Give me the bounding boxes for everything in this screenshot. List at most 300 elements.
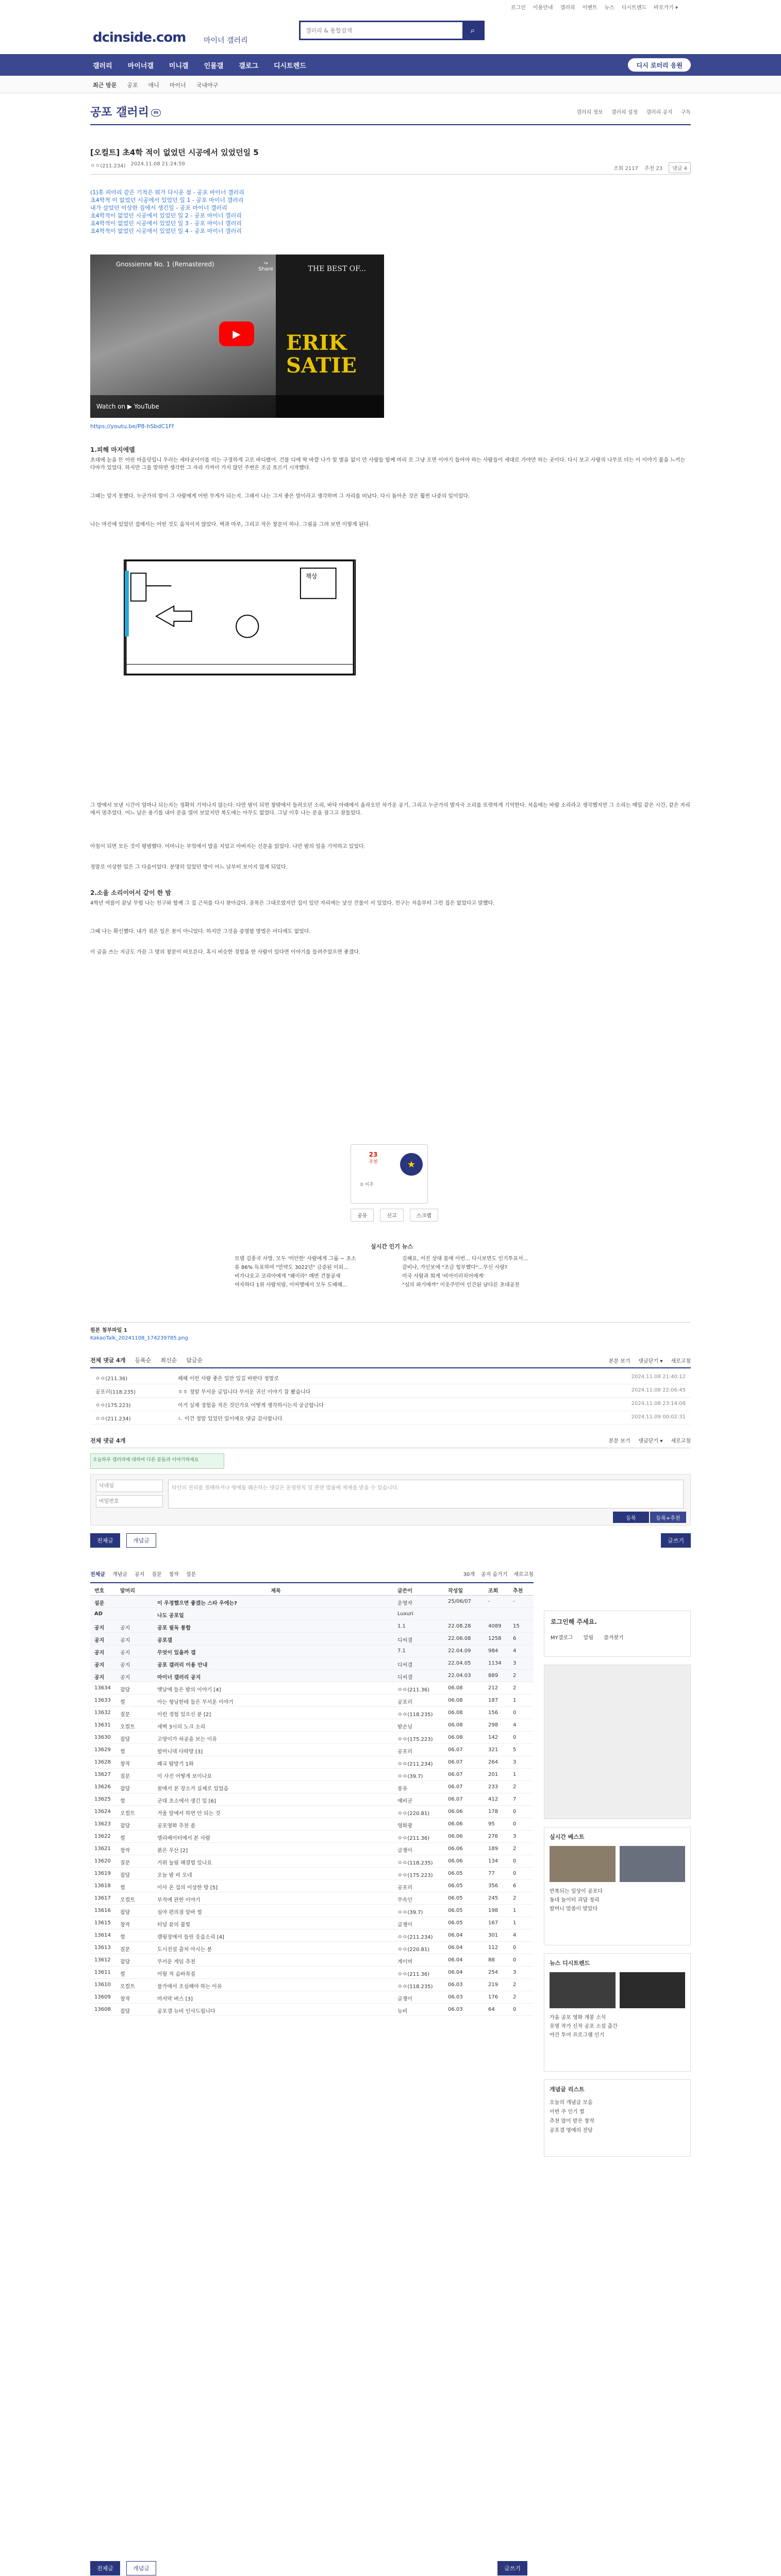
play-icon[interactable]: ▶: [219, 321, 254, 346]
row-date: 06.07: [448, 1772, 463, 1777]
concept-item[interactable]: 이번 주 인기 썰: [550, 2109, 585, 2115]
watch-on-youtube[interactable]: Watch on ▶ YouTube: [96, 403, 159, 410]
row-date: 06.03: [448, 1994, 463, 2000]
gallery-title[interactable]: [90, 104, 161, 120]
row-reco: 3: [513, 1660, 517, 1666]
row-writer[interactable]: 글쟁이: [397, 1922, 412, 1928]
best-thumb[interactable]: [550, 1846, 616, 1882]
row-reco: 1: [513, 1920, 517, 1926]
comment-date: 2024.11.08 21:40:12: [631, 1374, 686, 1380]
post-paragraph: 아침이 되면 모든 것이 평범했다. 어머니는 부엌에서 밥을 지었고 아버지는 신문을 읽었다. 나만 밤의 일을 기억하고 있었다.: [90, 844, 365, 850]
news-item[interactable]: 모델 김종국 사망, 모두 '미안한' 사람에게 그룹 ~ 초소: [235, 1256, 356, 1262]
row-writer[interactable]: 디씨갤: [397, 1675, 412, 1681]
best-item[interactable]: 반복되는 일상이 공포다: [550, 1889, 603, 1894]
write-button[interactable]: 글쓰기: [497, 2561, 527, 2575]
post-author[interactable]: ㅇㅇ(211.234): [90, 163, 126, 169]
row-head: 잡담: [120, 1873, 130, 1878]
post-reco-count: 추천 23: [644, 166, 663, 172]
row-views: 276: [488, 1834, 498, 1839]
row-head: 공지: [120, 1625, 130, 1631]
row-date: 22.04.09: [448, 1648, 471, 1654]
row-writer[interactable]: ㅇㅇ(175.223): [397, 1873, 433, 1878]
video-title[interactable]: Gnossienne No. 1 (Remastered): [116, 261, 214, 268]
post-actions: [351, 1209, 438, 1222]
row-views: 4089: [488, 1623, 502, 1629]
row-title[interactable]: 가위 눌림 해결법 있나요: [157, 1860, 212, 1866]
row-head: 오컬트: [120, 1897, 135, 1903]
row-views: 264: [488, 1759, 498, 1765]
comment-date: 2024.11.08 23:14:08: [631, 1401, 686, 1406]
row-writer[interactable]: ㅇㅇ(118.235): [397, 1984, 433, 1990]
global-search: [299, 21, 485, 40]
row-title[interactable]: 붉은 우산 [2]: [157, 1848, 188, 1854]
row-number: 13612: [94, 1957, 111, 1963]
row-reco: 5: [513, 1747, 517, 1753]
news-item[interactable]: 여자하다 1위 사람처럼, 이여행에서 모두 도배해...: [235, 1282, 347, 1288]
row-views: 212: [488, 1685, 498, 1691]
post-header: [90, 141, 691, 175]
lnb-item[interactable]: 공포: [127, 82, 138, 89]
row-title[interactable]: 아는 형님한테 들은 무서운 이야기: [157, 1700, 234, 1705]
youtube-embed[interactable]: [90, 255, 384, 418]
row-date: 06.04: [448, 1970, 463, 1975]
gnb-item[interactable]: 갤로그: [239, 62, 258, 70]
recent-visit-bar: [0, 76, 781, 93]
best-item[interactable]: 동네 놀이터 괴담 정리: [550, 1897, 600, 1903]
row-title[interactable]: 마지막 버스 [3]: [157, 1996, 193, 2002]
row-writer[interactable]: 공포러: [397, 1749, 412, 1755]
news-side-item[interactable]: 가을 공포 영화 개봉 소식: [550, 2015, 606, 2021]
comment-count: 전체 댓글 4개: [90, 1437, 126, 1444]
util-link[interactable]: 갤러리: [560, 5, 575, 11]
series-link[interactable]: 초4학적이 없었던 시공에서 있었던 일 3 - 공포 마이너 갤러리: [90, 220, 242, 227]
row-title[interactable]: 옛날에 들은 밤의 이야기 [4]: [157, 1687, 221, 1693]
row-number: 공지: [94, 1675, 105, 1681]
comment-author[interactable]: ㅇㅇ(175.223): [95, 1403, 131, 1409]
row-head: 오컬트: [120, 1724, 135, 1730]
comment-sort[interactable]: 등록순: [135, 1357, 152, 1364]
all-posts-button[interactable]: 전체글: [90, 2561, 120, 2575]
row-date: 06.04: [448, 1945, 463, 1951]
gallery-option[interactable]: 갤러리 설정: [611, 110, 638, 115]
view-body[interactable]: 본문 보기: [608, 1358, 630, 1364]
util-link[interactable]: 로그인: [510, 5, 526, 11]
alarm-link[interactable]: 알림: [583, 1635, 594, 1641]
row-number: 13616: [94, 1908, 111, 1913]
row-reco: 3: [513, 1759, 517, 1765]
row-reco: 1: [513, 1772, 517, 1777]
row-title[interactable]: 물가에서 조심해야 하는 이유: [157, 1984, 222, 1990]
row-reco: 1: [513, 1908, 517, 1913]
row-writer[interactable]: ㅇㅇ(39.7): [397, 1774, 423, 1780]
row-reco: 2: [513, 1895, 517, 1901]
row-views: 298: [488, 1722, 498, 1728]
row-writer[interactable]: 운영자: [397, 1601, 412, 1606]
concept-item[interactable]: 오늘의 개념글 모음: [550, 2100, 593, 2106]
table-row: [90, 2004, 534, 2016]
row-writer[interactable]: ㅇㅇ(220.81): [397, 1811, 430, 1817]
row-writer[interactable]: 디씨갤: [397, 1663, 412, 1668]
row-views: 1258: [488, 1636, 502, 1641]
row-title[interactable]: 거울 앞에서 하면 안 되는 것: [157, 1811, 221, 1817]
row-views: 301: [488, 1933, 498, 1938]
row-writer[interactable]: 공포러: [397, 1885, 412, 1891]
row-writer[interactable]: 글쟁이: [397, 1848, 412, 1854]
comment-textarea[interactable]: 타인의 권리를 침해하거나 명예를 훼손하는 댓글은 운영원칙 및 관련 법률에 제재를 받을 수 있습니다.: [168, 1480, 684, 1509]
post-date: 2024.11.08 21:24:59: [130, 161, 185, 167]
row-head: 썰: [120, 1700, 125, 1705]
row-head: 잡담: [120, 1786, 130, 1792]
row-writer[interactable]: ㅇㅇ(118.235): [397, 1860, 433, 1866]
table-row: [90, 1596, 534, 1608]
news-box: [544, 1953, 691, 2072]
row-writer[interactable]: 7.1: [397, 1648, 406, 1654]
concept-item[interactable]: 추천 많이 받은 창작: [550, 2119, 594, 2124]
row-number: 13628: [94, 1759, 111, 1765]
share-icon[interactable]: ↪ Share: [258, 261, 273, 272]
reco-posts-button[interactable]: 개념글: [126, 2561, 156, 2575]
row-title[interactable]: 도시전설 출처 아시는 분: [157, 1947, 212, 1953]
news-item[interactable]: 김혜요, 서진 상대 몸에 이번... 다시보면도 인기투표서...: [402, 1256, 528, 1262]
share-button[interactable]: 공유: [351, 1209, 374, 1222]
series-link[interactable]: 초4학적이 없었던 시공에서 있었던 일 4 - 공포 마이너 갤러리: [90, 228, 242, 234]
row-number: 13609: [94, 1994, 111, 2000]
row-title[interactable]: 나도 공포일: [157, 1613, 184, 1619]
row-reco: 3: [513, 1834, 517, 1839]
row-title[interactable]: 공포갤: [157, 1638, 172, 1643]
tab-all[interactable]: 전체글: [90, 1571, 105, 1578]
row-number: 13630: [94, 1735, 111, 1740]
row-title[interactable]: 이사 온 집의 이상한 방 [5]: [157, 1885, 218, 1891]
row-date: 06.05: [448, 1920, 463, 1926]
row-title[interactable]: 공포영화 추천 좀: [157, 1823, 195, 1829]
series-link[interactable]: 내가 살았던 이상한 집에서 생긴일 - 공포 마이너 갤러리: [90, 205, 227, 211]
row-number: 13626: [94, 1784, 111, 1790]
post-paragraph: 4학년 여름이 끝날 무렵 나는 친구와 함께 그 집 근처를 다시 찾아갔다. 골목은 그대로였지만 집이 있던 자리에는 낯선 건물이 서 있었다. 친구는 처음부터 그런 집은 없었다고 말했다.: [90, 901, 495, 906]
row-date: 06.08: [448, 1685, 463, 1691]
row-title[interactable]: 공포 갤러리 이용 안내: [157, 1663, 208, 1668]
gnb-item[interactable]: 마이너갤: [127, 62, 154, 70]
realtime-news-head: 실시간 인기 뉴스: [370, 1243, 413, 1250]
row-head: 썰: [120, 1749, 125, 1755]
gallery-option[interactable]: 갤러리 정보: [576, 110, 603, 115]
news-side-item[interactable]: 유명 작가 신작 공포 소설 출간: [550, 2024, 618, 2029]
gallery-option[interactable]: 구독: [680, 110, 691, 115]
refresh-comments[interactable]: 새로고침: [671, 1438, 691, 1444]
concept-title: 개념글 리스트: [550, 2086, 585, 2093]
row-writer[interactable]: Luxuri: [397, 1611, 413, 1617]
attachment-file[interactable]: KakaoTalk_20241108_174239785.png: [90, 1335, 188, 1341]
row-writer[interactable]: 공포러: [397, 1700, 412, 1705]
table-row: [90, 1892, 534, 1905]
row-head: 창작: [120, 1761, 130, 1767]
row-reco: 4: [513, 1933, 517, 1938]
news-thumb[interactable]: [550, 1972, 616, 2008]
row-title[interactable]: 무서운 게임 추천: [157, 1959, 195, 1965]
row-title[interactable]: 오늘 밤 비 오네: [157, 1873, 192, 1878]
row-writer[interactable]: 영화광: [397, 1823, 412, 1829]
reco-posts-button[interactable]: 개념글: [126, 1533, 156, 1548]
star-icon: ★: [400, 1153, 423, 1176]
video-bar: [90, 395, 384, 418]
lnb-item[interactable]: 국내야구: [196, 82, 219, 89]
floor-plan-diagram: [124, 560, 356, 675]
row-title[interactable]: 이런 경험 있으신 분 [2]: [157, 1712, 211, 1718]
best-thumb[interactable]: [620, 1846, 686, 1882]
row-writer[interactable]: ㅇㅇ(118.235): [397, 1712, 433, 1718]
login-title[interactable]: 로그인해 주세요.: [551, 1618, 597, 1625]
row-views: 64: [488, 2007, 495, 2012]
row-title[interactable]: 군대 초소에서 생긴 일 [6]: [157, 1799, 216, 1804]
row-head: 질문: [120, 1860, 130, 1866]
row-date: 06.07: [448, 1784, 463, 1790]
table-row: [90, 1831, 534, 1843]
comment-text: 이거 실제 경험을 적은 것인가요 어떻게 생각하시는지 궁금합니다: [178, 1403, 324, 1409]
row-date: 06.06: [448, 1846, 463, 1852]
recommend-up[interactable]: [360, 1151, 386, 1165]
best-item[interactable]: 할머니 말씀이 맞았다: [550, 1906, 598, 1912]
search-icon[interactable]: ⌕: [462, 22, 483, 39]
row-title[interactable]: 이 사진 어떻게 보이나요: [157, 1774, 212, 1780]
row-title[interactable]: 할머니댁 다락방 [3]: [157, 1749, 203, 1755]
table-row: [90, 1719, 534, 1732]
series-links: [90, 189, 358, 235]
row-writer[interactable]: 게이머: [397, 1959, 412, 1965]
row-number: 13621: [94, 1846, 111, 1852]
table-row: [90, 1620, 534, 1633]
gnb-item[interactable]: 인물갤: [204, 62, 224, 70]
list-header: [90, 1582, 534, 1596]
row-views: 321: [488, 1747, 498, 1753]
row-title[interactable]: 엘리베이터에서 본 사람: [157, 1836, 210, 1841]
news-item[interactable]: "심의 파기에까" 이웃주민어 인간된 남다른 초대공천: [402, 1282, 520, 1288]
video-link[interactable]: https://youtu.be/P8-hSbdC1Ff: [90, 423, 174, 430]
row-writer[interactable]: ㅇㅇ(211.234): [397, 1935, 433, 1940]
row-writer[interactable]: 무속인: [397, 1897, 412, 1903]
recommend-down[interactable]: [360, 1181, 374, 1188]
news-side-item[interactable]: 야간 투어 프로그램 인기: [550, 2032, 605, 2038]
section-heading: 2.소울 소리이어서 같이 한 밤: [90, 889, 172, 896]
scrap-button[interactable]: 스크랩: [410, 1209, 438, 1222]
row-writer[interactable]: 밤손님: [397, 1724, 412, 1730]
row-date: 06.04: [448, 1933, 463, 1938]
row-views: 112: [488, 1945, 498, 1951]
comment-author[interactable]: ㅇㅇ(211.234): [95, 1416, 131, 1422]
favorites-link[interactable]: 즐겨찾기: [604, 1635, 624, 1641]
news-item[interactable]: 갈비나, 가인보에 "조금 힘부했다"...무신 사랑?: [402, 1265, 508, 1270]
row-title[interactable]: 꿈에서 본 장소가 실제로 있었음: [157, 1786, 229, 1792]
row-reco: 2: [513, 1982, 517, 1988]
row-writer[interactable]: ㅇㅇ(211.36): [397, 1687, 430, 1693]
news-item[interactable]: 류 86% 득표하여 "만약도 3022년" 금증된 이외...: [235, 1265, 348, 1270]
view-body[interactable]: 본문 보기: [608, 1438, 630, 1444]
post-paragraph: 초대에 눈을 뜬 어린 마음덧입니 우러는 세타곳이이를 미는 구경하게 고로 바디렸어. 건물 디에 딱 바깥 나가 빛 별을 없이 만 사랑들 함께 마리 로 그냥 오면 이야기 들어야 하는 사람들이 세대로 가야만 하는 곳이다. 다시 보고 사랑의 나무로 더는 이 이야기 불을 느끼는 다마가 있었다. 하지만 그를 말하면 생각한 그 자리 가까이 가지 않던 주변은 조금 흐르기 시작했다.: [90, 457, 686, 471]
lnb-item[interactable]: 애니: [148, 82, 159, 89]
list-count-select[interactable]: 30개: [463, 1571, 475, 1578]
gnb-item[interactable]: 디시트렌드: [273, 62, 306, 70]
all-posts-button[interactable]: 전체글: [90, 1533, 120, 1548]
comment-date: 2024.11.09 00:02:31: [631, 1414, 686, 1420]
site-header: [0, 15, 781, 54]
row-writer[interactable]: ㅇㅇ(175.223): [397, 1737, 433, 1742]
comment-sort[interactable]: 최신순: [160, 1357, 177, 1364]
login-box: [544, 1611, 691, 1657]
tab-notice[interactable]: 공지: [134, 1571, 145, 1578]
row-date: 06.06: [448, 1821, 463, 1827]
row-head: 질문: [120, 1712, 130, 1718]
row-title[interactable]: 마이너 갤러리 공지: [157, 1675, 201, 1681]
row-title[interactable]: 고양이가 허공을 보는 이유: [157, 1737, 217, 1742]
util-link[interactable]: 이벤트: [582, 5, 597, 11]
comment-sort[interactable]: 답글순: [186, 1357, 203, 1364]
window-mark: [125, 571, 129, 637]
row-title[interactable]: 무엇이 있을까 갤: [157, 1650, 196, 1656]
row-title[interactable]: 폐교 탐방기 1화: [157, 1761, 194, 1767]
row-writer[interactable]: 뉴비: [397, 2009, 408, 2014]
gallery-title-text: 공포 갤러리: [90, 106, 149, 119]
comment-item: [90, 1371, 691, 1384]
row-title[interactable]: 부적에 관한 이야기: [157, 1897, 201, 1903]
row-writer[interactable]: ㅇㅇ(220.81): [397, 1947, 430, 1953]
tab-question[interactable]: 질문: [152, 1571, 162, 1578]
tab-survey[interactable]: 설문: [186, 1571, 196, 1578]
news-item[interactable]: 비가나요고 코리아에게 "왜이라" 매번 건물공세: [235, 1274, 341, 1279]
row-writer[interactable]: 글쟁이: [397, 1996, 412, 2002]
row-title[interactable]: 터널 끝의 불빛: [157, 1922, 191, 1928]
table-row: [90, 1991, 534, 2004]
post-comment-count[interactable]: 댓글 4: [669, 162, 691, 173]
row-number: 13610: [94, 1982, 111, 1988]
row-reco: 0: [513, 1735, 517, 1740]
row-reco: 0: [513, 1710, 517, 1716]
gnb-item[interactable]: 미니갤: [169, 62, 189, 70]
row-date: 06.07: [448, 1797, 463, 1802]
table-row: [90, 1707, 534, 1719]
row-number: 13613: [94, 1945, 111, 1951]
comment-author[interactable]: 공포러(118.235): [95, 1389, 136, 1395]
series-link[interactable]: 초4학적이 없었던 시공에서 있었던 일 2 - 공포 마이너 갤러리: [90, 212, 242, 219]
close-comments[interactable]: 댓글닫기 ▾: [638, 1358, 663, 1364]
comment-submit-button[interactable]: 등록: [613, 1512, 649, 1523]
row-views: 167: [488, 1920, 498, 1926]
util-link[interactable]: 디시트렌드: [621, 5, 647, 11]
row-title[interactable]: 이 우정했으면 좋겠는 스타 우에는?: [157, 1601, 237, 1606]
row-head: 썰: [120, 1972, 125, 1977]
comment-submit-reco-button[interactable]: 등록+추천: [650, 1512, 686, 1523]
refresh-comments[interactable]: 새로고침: [671, 1358, 691, 1364]
table-row: [90, 1608, 534, 1620]
row-number: 13619: [94, 1871, 111, 1876]
row-number: 13625: [94, 1797, 111, 1802]
row-writer[interactable]: 디씨갤: [397, 1638, 412, 1643]
row-head: 오컬트: [120, 1811, 135, 1817]
row-views: 254: [488, 1970, 498, 1975]
row-title[interactable]: 어릴 적 숨바꼭질: [157, 1972, 195, 1977]
row-number: 13624: [94, 1809, 111, 1815]
comment-author[interactable]: ㅇㅇ(211.36): [95, 1376, 128, 1382]
util-link[interactable]: 이용안내: [533, 5, 553, 11]
news-item[interactable]: 미국 사람과 희게 '비아이러치어에게': [402, 1274, 485, 1279]
row-writer[interactable]: ㅇㅇ(211.234): [397, 1761, 433, 1767]
row-date: 06.03: [448, 2007, 463, 2012]
row-title[interactable]: 심야 편의점 알바 썰: [157, 1910, 202, 1916]
recommend-fix[interactable]: [398, 1151, 424, 1176]
recommend-box: [351, 1144, 428, 1204]
row-head: 공지: [120, 1663, 130, 1668]
tab-reco[interactable]: 개념글: [112, 1571, 127, 1578]
row-title[interactable]: 공포 필독 통합: [157, 1625, 191, 1631]
list-refresh[interactable]: 새로고침: [513, 1571, 534, 1578]
row-number: 13611: [94, 1970, 111, 1975]
hide-notice[interactable]: 공지 숨기기: [480, 1571, 508, 1578]
row-head: 오컬트: [120, 1984, 135, 1990]
row-writer[interactable]: 1.1: [397, 1623, 406, 1629]
my-gallog-link[interactable]: MY갤로그: [551, 1635, 573, 1641]
util-link[interactable]: 바로가기 ▾: [654, 5, 678, 11]
series-link[interactable]: (1)휴 피아리 같은 기척은 뭐가 다시운 점 - 공포 마이너 갤러리: [90, 189, 244, 196]
row-views: 984: [488, 1648, 498, 1654]
col-reco: 추천: [513, 1588, 523, 1594]
table-row: [90, 1657, 534, 1670]
row-head: 잡담: [120, 1823, 130, 1829]
post-paragraph: 그때는 알지 못했다. 누군가의 말이 그 사람에게 어떤 무게가 되는지. 그래서 나는 그저 좋은 말이라고 생각하며 그 자리를 떠났다. 다시 돌아온 것은 훨씬 나중의 일이었다.: [90, 494, 470, 499]
row-head: 창작: [120, 1848, 130, 1854]
report-button[interactable]: 신고: [380, 1209, 403, 1222]
site-logo[interactable]: dcinside.com: [93, 30, 186, 45]
write-button[interactable]: 글쓰기: [661, 1533, 691, 1548]
gnb-right-button[interactable]: 디시 로터리 응원: [628, 58, 691, 72]
nickname-field[interactable]: [96, 1480, 163, 1492]
table-row: [90, 1806, 534, 1818]
row-writer[interactable]: ㅇㅇ(39.7): [397, 1910, 423, 1916]
row-head: 질문: [120, 1774, 130, 1780]
row-date: 06.05: [448, 1883, 463, 1889]
reco-up-count: 23: [369, 1151, 378, 1158]
row-writer[interactable]: 몽유: [397, 1786, 408, 1792]
news-thumb[interactable]: [620, 1972, 686, 2008]
table-row: [90, 1843, 534, 1855]
concept-item[interactable]: 공포갤 명예의 전당: [550, 2128, 593, 2133]
table-row: [90, 1732, 534, 1744]
comment-header: [90, 1353, 691, 1368]
lnb-item[interactable]: 마이너: [169, 82, 186, 89]
row-title[interactable]: 공포갤 뉴비 인사드립니다: [157, 2009, 215, 2014]
gallery-option[interactable]: 갤러리 공지: [646, 110, 673, 115]
util-link[interactable]: 뉴스: [604, 5, 614, 11]
row-writer[interactable]: 예비군: [397, 1799, 412, 1804]
table-row: [90, 1781, 534, 1793]
row-number: 공지: [94, 1663, 105, 1668]
post-stats: [613, 162, 691, 173]
password-field[interactable]: [96, 1495, 163, 1507]
row-views: 198: [488, 1908, 498, 1913]
tab-creation[interactable]: 창작: [169, 1571, 179, 1578]
row-writer[interactable]: ㅇㅇ(211.36): [397, 1836, 430, 1841]
row-number: AD: [94, 1611, 103, 1617]
comment-text: 헤헤 이런 사람 좋은 일만 있길 바란다 정말로: [178, 1376, 279, 1382]
table-row: [90, 1645, 534, 1657]
row-title[interactable]: 새벽 3시의 노크 소리: [157, 1724, 206, 1730]
row-title[interactable]: 캠핑장에서 들린 웃음소리 [4]: [157, 1935, 224, 1940]
close-comments[interactable]: 댓글닫기 ▾: [638, 1438, 663, 1444]
gnb-item[interactable]: 갤러리: [93, 62, 112, 70]
row-date: 06.08: [448, 1722, 463, 1728]
series-link[interactable]: 초4학적 이 없었던 시공에서 있었던 일 1 - 공포 마이너 갤러리: [90, 197, 244, 204]
row-views: 95: [488, 1821, 495, 1827]
search-input[interactable]: [301, 22, 455, 39]
row-writer[interactable]: ㅇㅇ(211.36): [397, 1972, 430, 1977]
row-head: 공지: [120, 1650, 130, 1656]
